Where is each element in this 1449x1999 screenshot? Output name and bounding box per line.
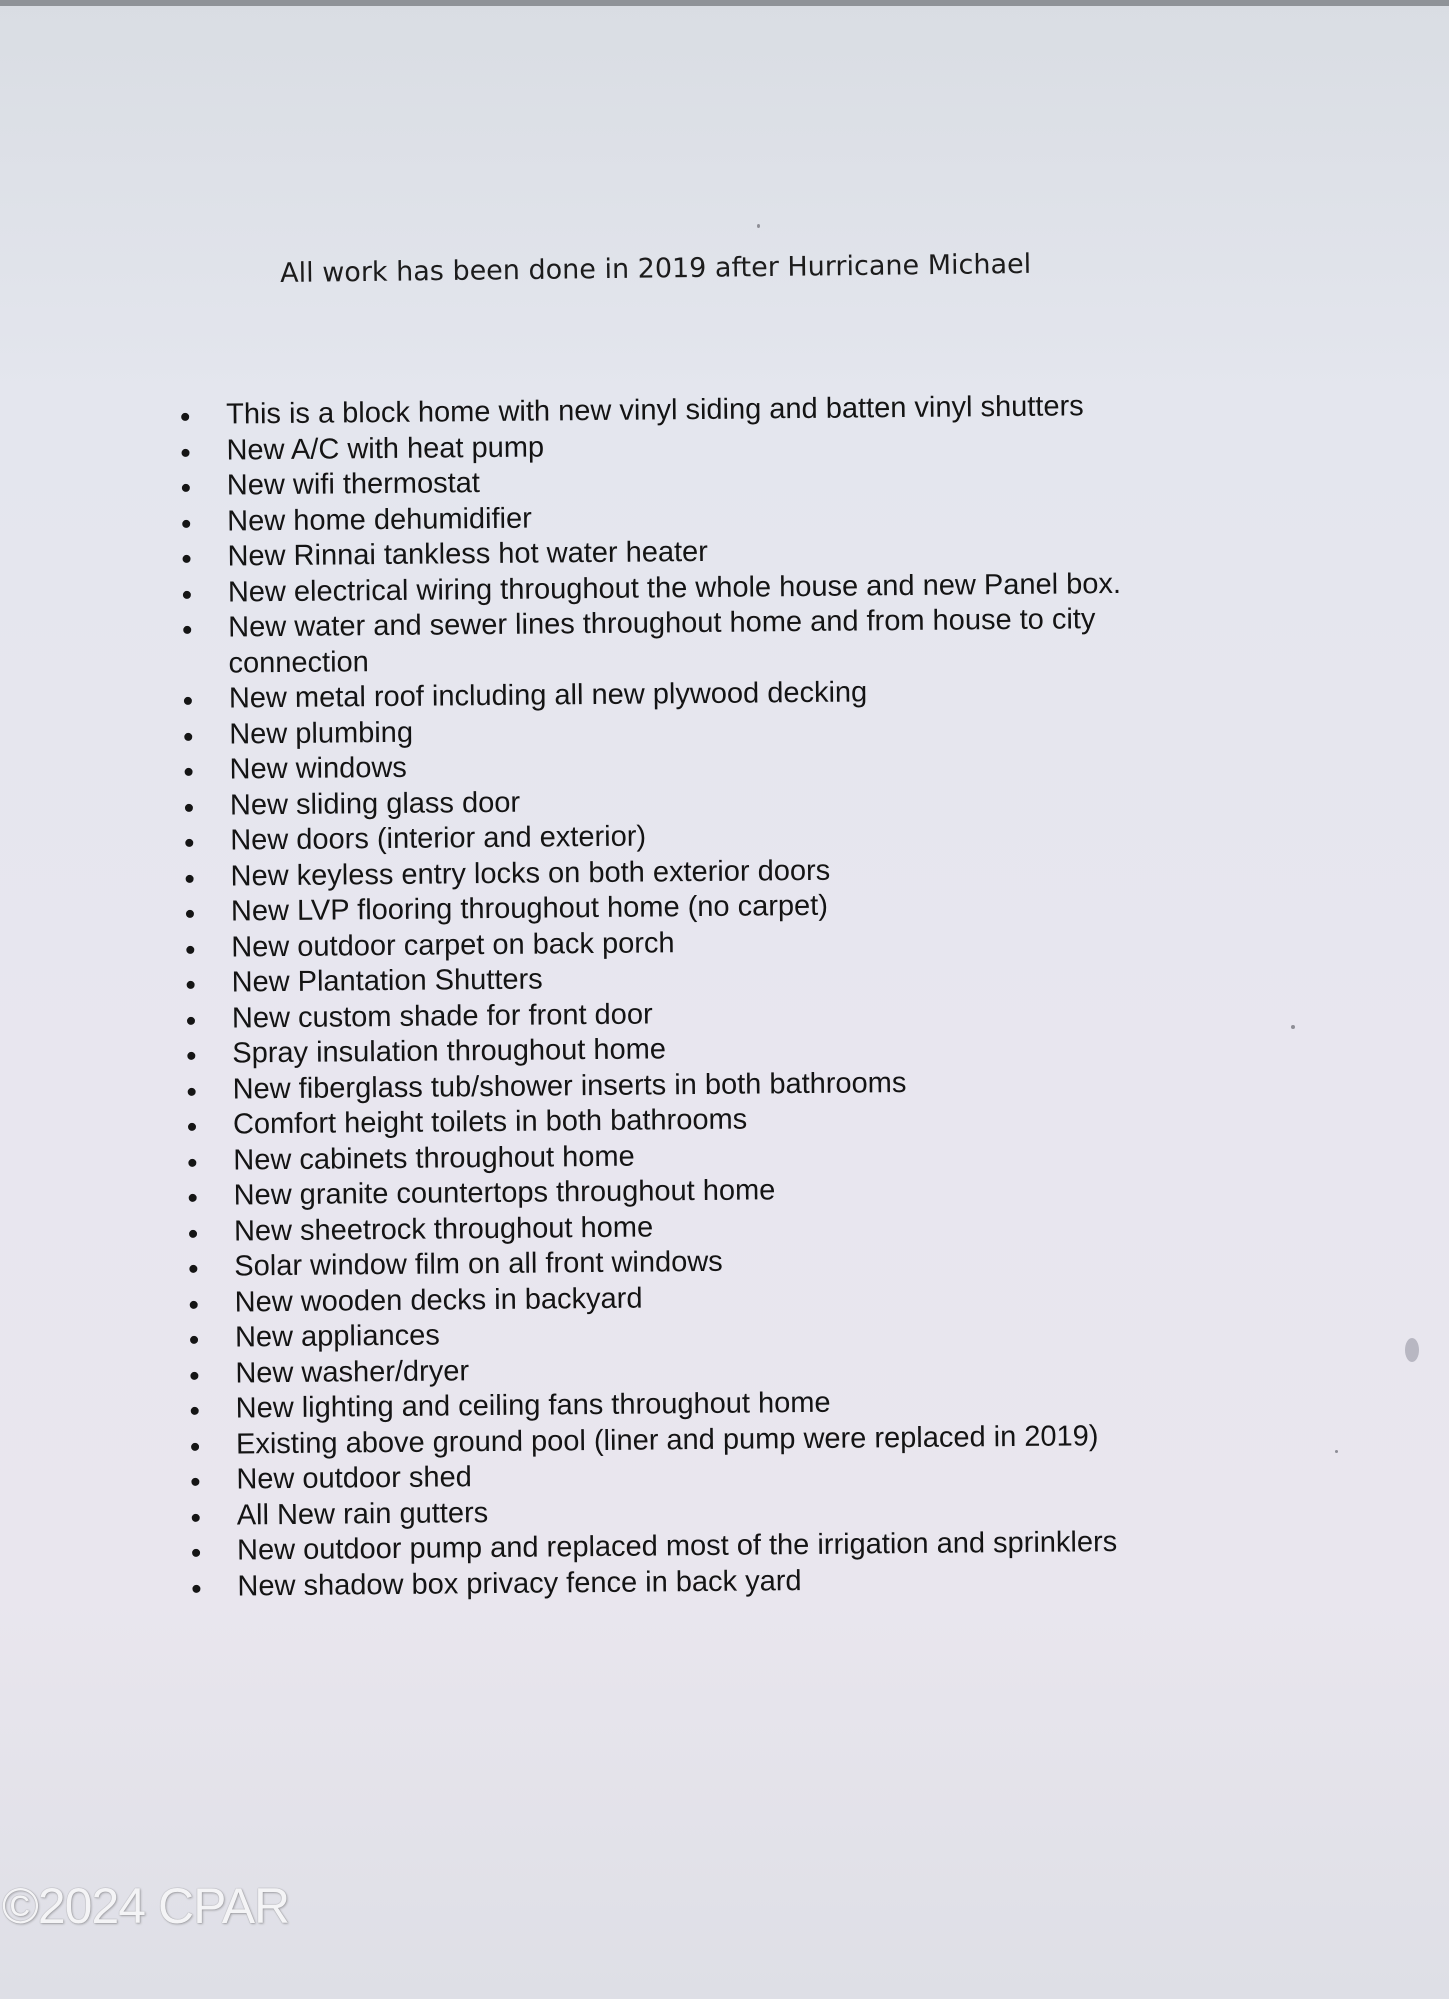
document-heading: All work has been done in 2019 after Hurricane Michael xyxy=(280,248,1032,289)
list-item-text: New Rinnai tankless hot water heater xyxy=(227,535,709,573)
list-item-text: New appliances xyxy=(234,1319,440,1354)
top-edge-shadow xyxy=(0,0,1449,6)
bullet-icon xyxy=(191,1442,199,1450)
list-item-text: New keyless entry locks on both exterior doors xyxy=(230,854,831,892)
bullet-icon xyxy=(188,1123,196,1131)
list-item-text: New granite countertops throughout home xyxy=(233,1174,776,1212)
list-item-text: New electrical wiring throughout the whole house and new Panel box. xyxy=(227,567,1122,609)
bullet-icon xyxy=(183,626,191,634)
bullet-icon xyxy=(190,1371,198,1379)
list-item-text: Existing above ground pool (liner and pump were replaced in 2019) xyxy=(235,1419,1099,1460)
renovation-list xyxy=(176,388,1238,1605)
list-item xyxy=(178,601,1229,682)
list-item-text: New water and sewer lines throughout home and from house to city connection xyxy=(228,603,1096,680)
bullet-icon xyxy=(182,484,190,492)
list-item-text: New outdoor carpet on back porch xyxy=(231,926,675,963)
list-item-text: New washer/dryer xyxy=(235,1354,470,1389)
bullet-icon xyxy=(185,839,193,847)
bullet-icon xyxy=(186,874,194,882)
list-item-text: Comfort height toilets in both bathrooms xyxy=(232,1103,748,1141)
bullet-icon xyxy=(183,555,191,563)
bullet-icon xyxy=(192,1549,200,1557)
list-item-text: New wifi thermostat xyxy=(226,467,480,502)
list-item-text: New outdoor pump and replaced most of the irrigation and sprinklers xyxy=(236,1526,1118,1567)
list-item-text: New LVP flooring throughout home (no carpet) xyxy=(230,889,829,928)
bullet-icon xyxy=(185,803,193,811)
list-item-text: New outdoor shed xyxy=(236,1461,472,1496)
list-item-text: New wooden decks in backyard xyxy=(234,1282,643,1318)
bullet-icon xyxy=(189,1229,197,1237)
list-item-text: New metal roof including all new plywood decking xyxy=(228,676,868,715)
list-item-text: Spray insulation throughout home xyxy=(232,1033,667,1070)
paper-speck xyxy=(1335,1450,1338,1453)
list-item-text: All New rain gutters xyxy=(236,1496,489,1531)
bullet-icon xyxy=(188,1087,196,1095)
bullet-icon xyxy=(190,1300,198,1308)
list-item-text: New sheetrock throughout home xyxy=(233,1210,654,1247)
list-item-text: New home dehumidifier xyxy=(227,502,532,538)
bullet-icon xyxy=(186,945,194,953)
bullet-icon xyxy=(190,1336,198,1344)
list-item-text: New shadow box privacy fence in back yard xyxy=(237,1564,802,1602)
bullet-icon xyxy=(192,1584,200,1592)
bullet-icon xyxy=(184,697,192,705)
paper-speck xyxy=(1291,1025,1295,1029)
list-item-text: Solar window film on all front windows xyxy=(234,1245,723,1283)
bullet-icon xyxy=(186,910,194,918)
list-item-text: New sliding glass door xyxy=(229,786,521,822)
list-item-text: New fiberglass tub/shower inserts in both bathrooms xyxy=(232,1066,907,1105)
bullet-icon xyxy=(188,1158,196,1166)
bullet-icon xyxy=(189,1194,197,1202)
bullet-icon xyxy=(187,1052,195,1060)
bullet-icon xyxy=(185,768,193,776)
bullet-icon xyxy=(183,590,191,598)
bullet-icon xyxy=(187,1016,195,1024)
bullet-icon xyxy=(191,1407,199,1415)
bullet-icon xyxy=(192,1513,200,1521)
bullet-icon xyxy=(181,448,189,456)
bullet-icon xyxy=(189,1265,197,1273)
list-item-text: New cabinets throughout home xyxy=(233,1140,635,1176)
list-item-text: New windows xyxy=(229,751,408,786)
list-item-text: New Plantation Shutters xyxy=(231,963,543,999)
list-item-text: New plumbing xyxy=(229,716,414,751)
bullet-icon xyxy=(181,413,189,421)
list-item-text: New lighting and ceiling fans throughout home xyxy=(235,1386,831,1425)
list-item-text: New doors (interior and exterior) xyxy=(230,820,647,857)
copyright-watermark: ©2024 CPAR xyxy=(2,1878,290,1934)
list-item-text: New A/C with heat pump xyxy=(226,430,545,467)
bullet-icon xyxy=(187,981,195,989)
bullet-icon xyxy=(191,1478,199,1486)
paper-speck xyxy=(1405,1338,1419,1362)
paper-speck xyxy=(757,224,760,228)
list-item-text: This is a block home with new vinyl siding and batten vinyl shutters xyxy=(226,390,1084,431)
bullet-icon xyxy=(184,732,192,740)
bullet-icon xyxy=(182,519,190,527)
list-item-text: New custom shade for front door xyxy=(231,997,653,1034)
